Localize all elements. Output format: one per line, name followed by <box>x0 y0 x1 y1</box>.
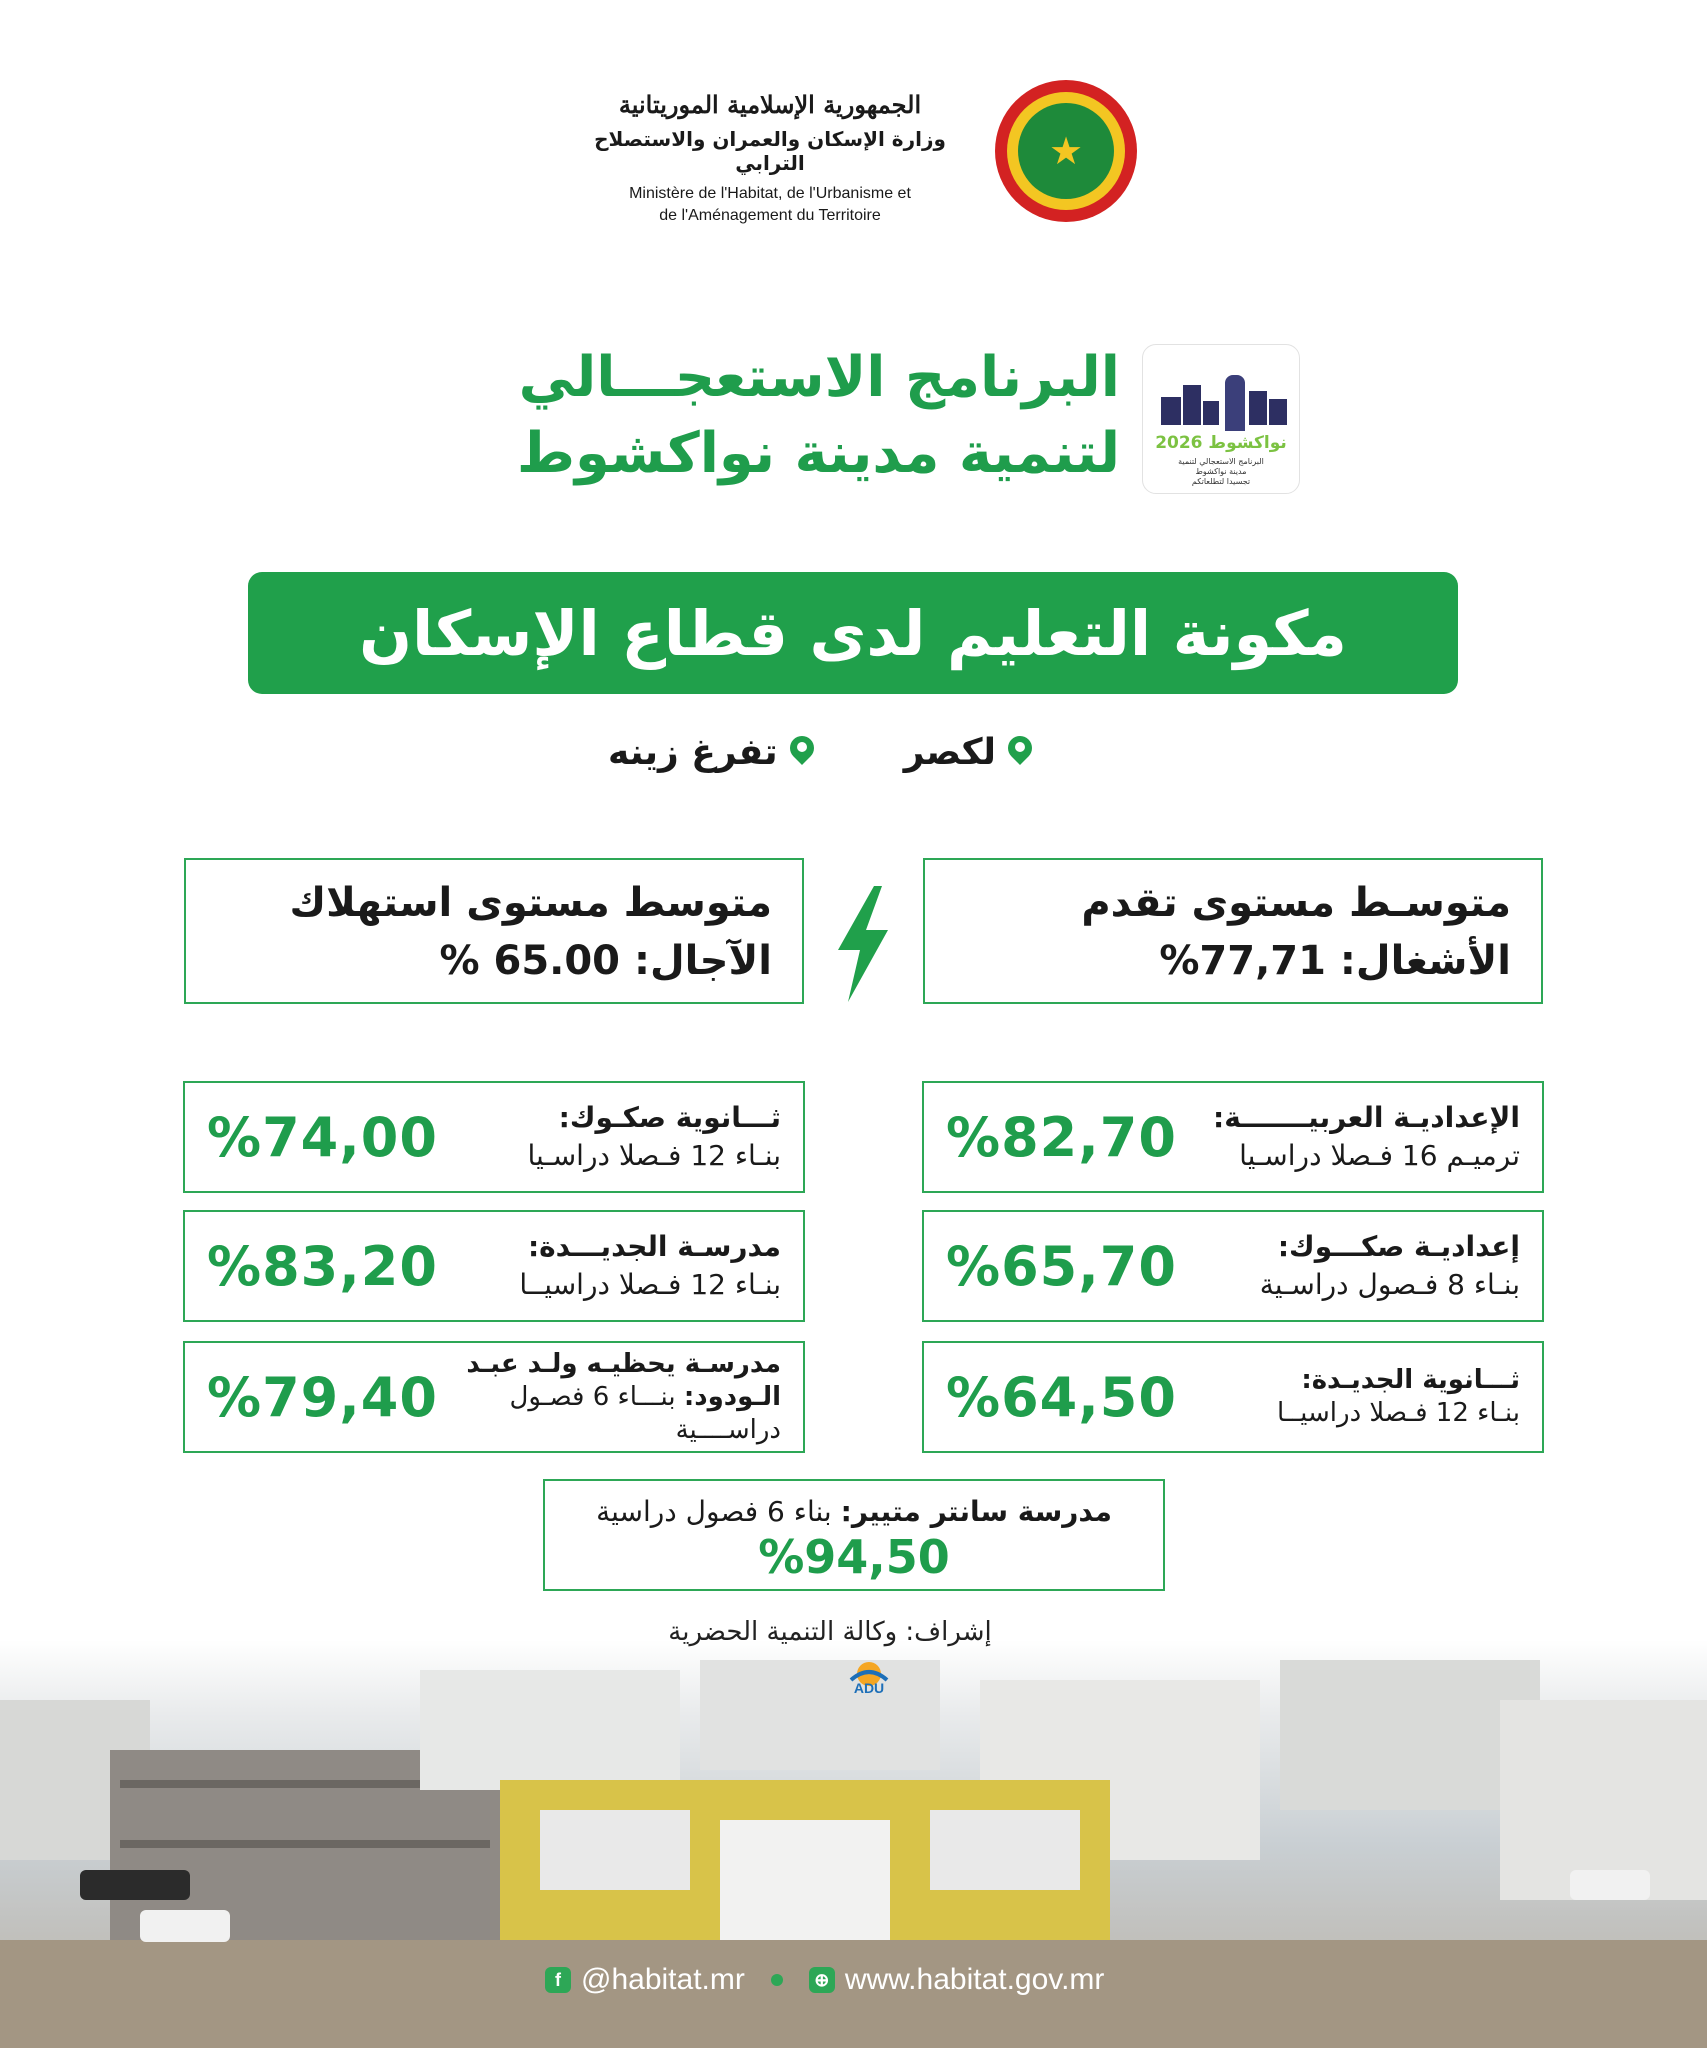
star-crescent-icon: ★ <box>1018 103 1114 199</box>
deadline-summary-box: متوسط مستوى استهلاك الآجال: 65.00 % <box>184 858 804 1004</box>
country-name-ar: الجمهورية الإسلامية الموريتانية <box>618 90 922 119</box>
section-banner: مكونة التعليم لدى قطاع الإسكان <box>248 572 1458 694</box>
separator-dot <box>771 1974 783 1986</box>
project-percent: %74,00 <box>207 1105 438 1169</box>
project-card: الإعداديـة العربيـــــــة: ترميـم 16 فـصلا دراسـيا %82,70 <box>922 1081 1544 1193</box>
program-title: البرنامج الاستعجـــالي لتنمية مدينة نواكشوط <box>516 345 1120 486</box>
facebook-link[interactable]: f @habitat.mr <box>545 1963 745 1997</box>
project-card: ثـــانوية صكـوك: بنـاء 12 فـصلا دراسـيا %74,00 <box>183 1081 805 1193</box>
footer-links <box>545 1955 1165 2005</box>
map-pin-icon <box>1008 736 1032 768</box>
header <box>560 70 1140 230</box>
map-pin-icon <box>790 736 814 768</box>
ministry-name-ar: وزارة الإسكان والعمران والاستصلاح الترابي <box>594 127 946 175</box>
ministry-name <box>560 90 980 227</box>
website-link[interactable]: ⊕ www.habitat.gov.mr <box>809 1963 1105 1997</box>
program-header <box>400 340 1300 500</box>
locations <box>540 722 1100 782</box>
globe-icon: ⊕ <box>809 1967 835 1993</box>
project-percent: %79,40 <box>207 1365 438 1429</box>
project-percent: %64,50 <box>946 1365 1177 1429</box>
lightning-bolt-icon <box>834 886 892 1002</box>
project-card: مدرسـة يحظيـه ولـد عبـد الـودود: بنـــاء 6 فصـول دراســــية %79,40 <box>183 1341 805 1453</box>
ministry-name-fr: Ministère de l'Habitat, de l'Urbanisme et de l'Aménagement du Territoire <box>629 185 911 224</box>
project-percent: %83,20 <box>207 1234 438 1298</box>
project-card: ثـــانوية الجديـدة: بنـاء 12 فـصلا دراسيــا %64,50 <box>922 1341 1544 1453</box>
project-card: إعداديـة صكـــوك: بنـاء 8 فـصول دراسـية %65,70 <box>922 1210 1544 1322</box>
project-card-center: مدرسة سانتر متيير: بناء 6 فصول دراسية %94,50 <box>543 1479 1165 1591</box>
project-percent: %65,70 <box>946 1234 1177 1298</box>
location-tevragh-zeina: تفرغ زينه <box>608 732 814 773</box>
nouakchott-2026-logo: نواكشوط 2026 البرنامج الاستعجالي لتنمية مدينة نواكشوط تجسيدا لتطلعاتكم <box>1142 344 1300 494</box>
project-card: مدرسـة الجديـــدة: بنـاء 12 فـصلا دراسيــا %83,20 <box>183 1210 805 1322</box>
project-percent: %82,70 <box>946 1105 1177 1169</box>
location-ksar: لكصر <box>904 732 1032 773</box>
national-seal-logo <box>995 80 1137 222</box>
supervision-note: إشراف: وكالة التنمية الحضرية <box>668 1617 992 1647</box>
progress-summary-box: متوسـط مستوى تقدم الأشغال: 77,71% <box>923 858 1543 1004</box>
facebook-icon: f <box>545 1967 571 1993</box>
project-percent: %94,50 <box>758 1530 950 1584</box>
adu-logo-text: ADU <box>853 1680 885 1696</box>
